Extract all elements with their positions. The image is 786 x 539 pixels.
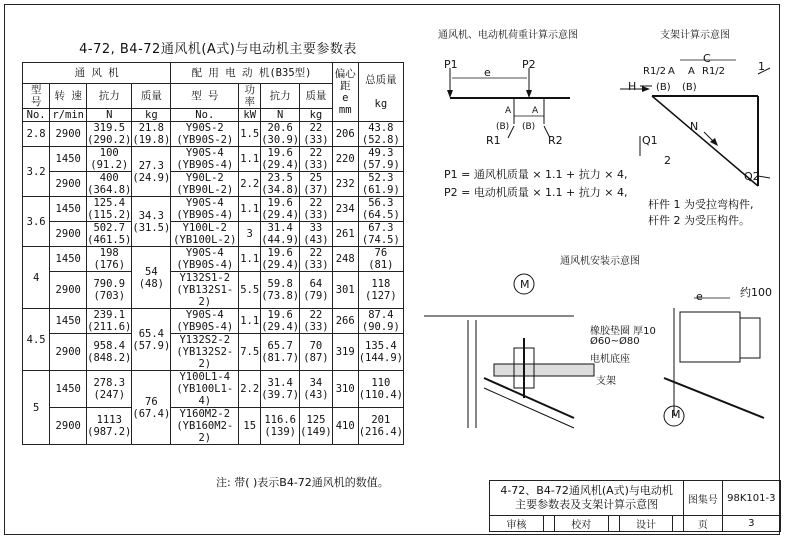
cell-speed: 2900 xyxy=(50,334,87,371)
cell-model: 3.6 xyxy=(23,197,50,247)
cell-total: 52.3 (61.9) xyxy=(358,172,403,197)
cell-mass: 34.3 (31.5) xyxy=(132,197,171,247)
cell-speed: 2900 xyxy=(50,222,87,247)
cell-force: 400 (364.8) xyxy=(87,172,132,196)
table-note: 注: 带( )表示B4-72通风机的数值。 xyxy=(216,476,389,489)
cell-speed: 2900 xyxy=(50,122,87,147)
load-b2: (B) xyxy=(522,122,536,132)
check-signature xyxy=(608,516,619,532)
cell-motor: Y90S-4 (YB90S-4) xyxy=(171,197,239,222)
load-formula-p2: P2 = 电动机质量 × 1.1 + 抗力 × 4, xyxy=(444,186,628,199)
cell-speed: 1450 xyxy=(50,247,87,272)
load-r1: R1 xyxy=(486,134,501,147)
cell-mforce: 31.4 (44.9) xyxy=(261,222,300,246)
load-b1: (B) xyxy=(496,122,510,132)
load-r2: R2 xyxy=(548,134,563,147)
bracket-member-2: 2 xyxy=(664,154,671,167)
cell-motor: Y132S1-2 (YB132S1-2) xyxy=(171,272,239,309)
install-pad: 橡胶垫圈 厚10 xyxy=(590,326,656,337)
bracket-b2: (B) xyxy=(682,82,697,93)
col-power-unit: kW xyxy=(239,109,261,122)
cell-power: 2.2 xyxy=(239,371,261,408)
check-label: 校对 xyxy=(554,516,608,532)
table-row xyxy=(23,122,404,147)
cell-model: 3.2 xyxy=(23,147,50,197)
cell-model: 5 xyxy=(23,371,50,445)
cell-power: 1.1 xyxy=(239,197,261,222)
table-row xyxy=(23,247,404,272)
cell-total: 135.4 (144.9) xyxy=(358,334,403,371)
bracket-r1half: R1/2 xyxy=(643,66,667,77)
cell-total: 67.3 (74.5) xyxy=(358,222,403,247)
table-row xyxy=(23,222,404,247)
cell-power: 5.5 xyxy=(239,272,261,309)
bracket-q2: Q2 xyxy=(744,170,760,183)
cell-force: 1113 (987.2) xyxy=(87,408,132,445)
cell-mmass: 33 (43) xyxy=(300,222,333,247)
spec-table xyxy=(22,62,404,445)
cell-force: 958.4 (848.2) xyxy=(87,334,132,371)
cell-power: 1.1 xyxy=(239,309,261,334)
col-mforce-unit: N xyxy=(261,109,300,122)
review-signature xyxy=(543,516,554,532)
col-mforce: 抗力 xyxy=(261,84,300,109)
cell-e: 319 xyxy=(332,334,358,371)
bracket-c: C xyxy=(703,52,711,65)
diagram1-title: 通风机、电动机荷重计算示意图 xyxy=(438,30,578,41)
design-label: 设计 xyxy=(619,516,673,532)
table-row xyxy=(23,371,404,408)
cell-power: 1.5 xyxy=(239,122,261,147)
cell-speed: 1450 xyxy=(50,147,87,172)
cell-mmass: 70 (87) xyxy=(300,334,333,371)
load-e: e xyxy=(484,66,491,79)
cell-e: 234 xyxy=(332,197,358,222)
cell-mmass: 125 (149) xyxy=(300,408,333,445)
col-mmass: 质量 xyxy=(300,84,333,109)
col-speed-unit: r/min xyxy=(50,109,87,122)
cell-power: 3 xyxy=(239,222,261,247)
page-number: 3 xyxy=(722,516,780,532)
cell-e: 266 xyxy=(332,309,358,334)
cell-e: 220 xyxy=(332,147,358,172)
cell-mforce: 19.6 (29.4) xyxy=(261,309,300,333)
cell-total: 118 (127) xyxy=(358,272,403,309)
cell-total: 110 (110.4) xyxy=(358,371,403,408)
col-motor-model: 型 号 xyxy=(171,84,239,109)
table-row xyxy=(23,172,404,197)
cell-mmass: 22 (33) xyxy=(300,197,333,222)
cell-speed: 1450 xyxy=(50,197,87,222)
bracket-b1: (B) xyxy=(656,82,671,93)
cell-mass: 27.3 (24.9) xyxy=(132,147,171,197)
cell-power: 1.1 xyxy=(239,247,261,272)
cell-force: 125.4 (115.2) xyxy=(87,197,132,221)
col-model: 型 号 xyxy=(23,84,50,109)
col-mass-unit: kg xyxy=(132,109,171,122)
cell-mforce: 19.6 (29.4) xyxy=(261,247,300,271)
cell-e: 206 xyxy=(332,122,358,147)
install-dim100: 约100 xyxy=(740,286,772,299)
col-mass: 质量 xyxy=(132,84,171,109)
cell-speed: 2900 xyxy=(50,172,87,197)
review-label: 审核 xyxy=(490,516,544,532)
bracket-q1: Q1 xyxy=(642,134,658,147)
cell-e: 301 xyxy=(332,272,358,309)
cell-mass: 65.4 (57.9) xyxy=(132,309,171,371)
install-dia: Ø60~Ø80 xyxy=(590,336,640,347)
cell-mforce: 116.6 (139) xyxy=(261,408,300,445)
bracket-h: H xyxy=(628,80,637,93)
cell-force: 502.7 (461.5) xyxy=(87,222,132,246)
cell-mforce: 23.5 (34.8) xyxy=(261,172,300,196)
col-power: 功率 xyxy=(239,84,261,109)
load-a1: A xyxy=(505,106,512,116)
cell-speed: 2900 xyxy=(50,408,87,445)
total-weight-header: 总质量 kg xyxy=(358,63,403,122)
cell-motor: Y90S-2 (YB90S-2) xyxy=(171,122,239,147)
bracket-a2: A xyxy=(688,66,695,77)
install-e: e xyxy=(696,290,703,303)
cell-mforce: 20.6 (30.9) xyxy=(261,122,300,146)
cell-force: 198 (176) xyxy=(87,247,132,272)
cell-e: 310 xyxy=(332,371,358,408)
cell-power: 7.5 xyxy=(239,334,261,371)
cell-mforce: 59.8 (73.8) xyxy=(261,272,300,309)
cell-speed: 1450 xyxy=(50,371,87,408)
cell-total: 43.8 (52.8) xyxy=(358,122,403,147)
cell-mmass: 22 (33) xyxy=(300,247,333,272)
cell-speed: 2900 xyxy=(50,272,87,309)
table-row xyxy=(23,334,404,371)
cell-model: 2.8 xyxy=(23,122,50,147)
cell-e: 248 xyxy=(332,247,358,272)
atlas-label: 图集号 xyxy=(684,481,722,516)
col-speed: 转 速 xyxy=(50,84,87,109)
load-p2: P2 xyxy=(522,58,536,71)
title-block xyxy=(489,480,781,532)
bracket-note-1: 杆件 1 为受拉弯构件, xyxy=(648,198,754,211)
cell-motor: Y160M2-2 (YB160M2-2) xyxy=(171,408,239,445)
cell-mass: 21.8 (19.8) xyxy=(132,122,171,146)
design-signature xyxy=(673,516,684,532)
cell-mmass: 22 (33) xyxy=(300,309,333,334)
cell-mass: 54 (48) xyxy=(132,247,171,309)
cell-speed: 1450 xyxy=(50,309,87,334)
install-base: 电机底座 xyxy=(590,354,630,365)
cell-mmass: 64 (79) xyxy=(300,272,333,309)
cell-mforce: 31.4 (39.7) xyxy=(261,371,300,408)
title-block-name: 4-72、B4-72通风机(A式)与电动机 主要参数表及支架计算示意图 xyxy=(490,481,684,516)
table-row xyxy=(23,147,404,172)
cell-force: 319.5 (290.2) xyxy=(87,122,132,146)
motor-group-header: 配 用 电 动 机(B35型) xyxy=(171,63,332,84)
cell-mmass: 34 (43) xyxy=(300,371,333,408)
cell-total: 56.3 (64.5) xyxy=(358,197,403,222)
cell-mass: 76 (67.4) xyxy=(132,371,171,445)
cell-motor: Y90S-4 (YB90S-4) xyxy=(171,147,239,172)
install-m-left: M xyxy=(520,278,530,291)
cell-motor: Y100L1-4 (YB100L1-4) xyxy=(171,371,239,408)
cell-e: 232 xyxy=(332,172,358,197)
cell-mforce: 65.7 (81.7) xyxy=(261,334,300,371)
atlas-no: 98K101-3 xyxy=(722,481,780,516)
col-force: 抗力 xyxy=(87,84,132,109)
cell-motor: Y100L-2 (YB100L-2) xyxy=(171,222,239,247)
table-row xyxy=(23,309,404,334)
diagram2-title: 支架计算示意图 xyxy=(660,30,730,41)
cell-e: 410 xyxy=(332,408,358,445)
table-row xyxy=(23,408,404,445)
cell-motor: Y90S-4 (YB90S-4) xyxy=(171,247,239,272)
cell-force: 100 (91.2) xyxy=(87,147,132,172)
table-row xyxy=(23,272,404,309)
install-m-right: M xyxy=(671,408,681,421)
bracket-a1: A xyxy=(668,66,675,77)
col-force-unit: N xyxy=(87,109,132,122)
bracket-member-1: 1 xyxy=(758,60,765,73)
diagram3-title: 通风机安装示意图 xyxy=(560,256,640,267)
load-formula-p1: P1 = 通风机质量 × 1.1 + 抗力 × 4, xyxy=(444,168,628,181)
cell-total: 76 (81) xyxy=(358,247,403,272)
col-motor-model-unit: No. xyxy=(171,109,239,122)
cell-mmass: 25 (37) xyxy=(300,172,333,197)
bracket-n: N xyxy=(690,120,699,133)
ecc-header: 偏心距 e mm xyxy=(332,63,358,122)
cell-model: 4.5 xyxy=(23,309,50,371)
table-title: 4-72, B4-72通风机(A式)与电动机主要参数表 xyxy=(79,42,357,57)
cell-mmass: 22 (33) xyxy=(300,147,333,172)
bracket-note-2: 杆件 2 为受压构件。 xyxy=(648,214,750,227)
cell-total: 87.4 (90.9) xyxy=(358,309,403,334)
col-model-unit: No. xyxy=(23,109,50,122)
load-p1: P1 xyxy=(444,58,458,71)
cell-force: 790.9 (703) xyxy=(87,272,132,309)
cell-total: 201 (216.4) xyxy=(358,408,403,445)
cell-power: 1.1 xyxy=(239,147,261,172)
cell-total: 49.3 (57.9) xyxy=(358,147,403,172)
install-bracket: 支架 xyxy=(596,376,616,387)
cell-power: 15 xyxy=(239,408,261,445)
cell-motor: Y132S2-2 (YB132S2-2) xyxy=(171,334,239,371)
cell-model: 4 xyxy=(23,247,50,309)
cell-motor: Y90L-2 (YB90L-2) xyxy=(171,172,239,197)
cell-mforce: 19.6 (29.4) xyxy=(261,197,300,221)
cell-power: 2.2 xyxy=(239,172,261,197)
load-a2: A xyxy=(532,106,539,116)
bracket-r1half2: R1/2 xyxy=(702,66,726,77)
table-row xyxy=(23,197,404,222)
cell-e: 261 xyxy=(332,222,358,247)
col-mmass-unit: kg xyxy=(300,109,333,122)
cell-force: 278.3 (247) xyxy=(87,371,132,408)
page-label: 页 xyxy=(684,516,722,532)
cell-mmass: 22 (33) xyxy=(300,122,333,147)
cell-mforce: 19.6 (29.4) xyxy=(261,147,300,171)
cell-force: 239.1 (211.6) xyxy=(87,309,132,333)
cell-motor: Y90S-4 (YB90S-4) xyxy=(171,309,239,334)
fan-group-header: 通 风 机 xyxy=(23,63,171,84)
